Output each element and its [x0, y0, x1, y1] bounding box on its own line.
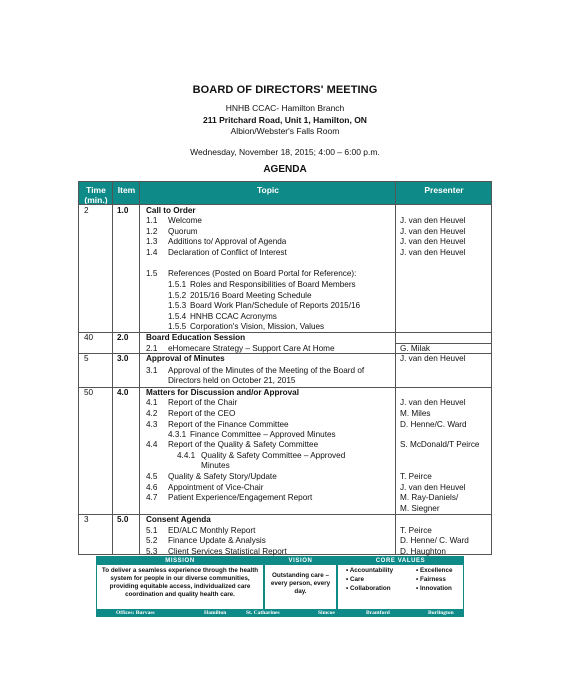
agenda-topic: Additions to/ Approval of Agenda — [168, 237, 287, 246]
agenda-title: AGENDA — [263, 164, 307, 175]
column-divider — [395, 182, 396, 554]
presenter-name: J. van den Heuvel — [400, 483, 466, 492]
vision-text: Outstanding care – every person, every day. — [270, 572, 331, 596]
sub-item-number: 4.3.1 — [168, 430, 187, 439]
sub-item-number: 2.1 — [146, 344, 158, 353]
sub-item-number: 4.6 — [146, 483, 158, 492]
presenter-name: G. Milak — [400, 344, 431, 353]
core-values-section — [337, 556, 464, 610]
agenda-topic: HNHB CCAC Acronyms — [190, 312, 277, 321]
section-title: Board Education Session — [146, 333, 246, 342]
agenda-topic: Report of the CEO — [168, 409, 236, 418]
column-divider — [112, 182, 113, 554]
agenda-topic: Welcome — [168, 216, 202, 225]
presenter-name: J. van den Heuvel — [400, 354, 466, 363]
agenda-topic: Report of the Finance Committee — [168, 420, 289, 429]
agenda-topic: Quality & Safety Committee – Approved — [201, 451, 346, 460]
office-label: Offices: Burvass — [116, 610, 155, 616]
col-time: Time (min.) — [84, 185, 108, 205]
presenter-name: J. van den Heuvel — [400, 216, 466, 225]
presenter-name: J. van den Heuvel — [400, 237, 466, 246]
section-title: Approval of Minutes — [146, 354, 225, 363]
vision-section — [264, 556, 337, 610]
sub-item-number: 1.5.3 — [168, 301, 187, 310]
sub-item-number: 1.5.5 — [168, 322, 187, 331]
office-label: Hamilton — [204, 610, 227, 616]
office-label: Burlington — [428, 610, 454, 616]
sub-item-number: 1.5.2 — [168, 291, 187, 300]
presenter-name: M. Miles — [400, 409, 431, 418]
section-title: Consent Agenda — [146, 515, 211, 524]
row-divider — [79, 204, 491, 205]
agenda-topic: References (Posted on Board Portal for Reference): — [168, 269, 357, 278]
agenda-topic: Finance Update & Analysis — [168, 536, 266, 545]
vision-heading: VISION — [265, 557, 336, 565]
sub-item-number: 4.4 — [146, 440, 158, 449]
room: Albion/Webster's Falls Room — [230, 126, 340, 136]
sub-item-number: 4.1 — [146, 398, 158, 407]
presenter-name: J. van den Heuvel — [400, 248, 466, 257]
sub-item-number: 1.4 — [146, 248, 158, 257]
item-number: 4.0 — [117, 388, 129, 397]
presenter-name: J. van den Heuvel — [400, 227, 466, 236]
agenda-topic: Board Work Plan/Schedule of Reports 2015/16 — [190, 301, 361, 310]
sub-item-number: 3.1 — [146, 366, 158, 375]
agenda-topic: eHomecare Strategy – Support Care At Home — [168, 344, 335, 353]
agenda-topic: Minutes — [201, 461, 230, 470]
agenda-topic: Quality & Safety Story/Update — [168, 472, 277, 481]
mission-text: To deliver a seamless experience through the health system for people in our diverse communities, providing equitable access, individualized care coordination and quality health care. — [101, 567, 259, 599]
sub-item-number: 1.3 — [146, 237, 158, 246]
section-title: Call to Order — [146, 206, 196, 215]
sub-item-number: 5.2 — [146, 536, 158, 545]
presenter-name: T. Peirce — [400, 526, 432, 535]
sub-item-number: 1.1 — [146, 216, 158, 225]
mission-heading: MISSION — [97, 557, 263, 565]
value-item: • Care — [346, 576, 364, 583]
agenda-topic: ED/ALC Monthly Report — [168, 526, 256, 535]
time-cell: 2 — [84, 206, 89, 215]
time-cell: 5 — [84, 354, 89, 363]
agenda-topic: Appointment of Vice-Chair — [168, 483, 264, 492]
address: 211 Pritchard Road, Unit 1, Hamilton, ON — [203, 115, 367, 125]
organization: HNHB CCAC- Hamilton Branch — [225, 103, 345, 113]
agenda-topic: 2015/16 Board Meeting Schedule — [190, 291, 312, 300]
value-item: • Fairness — [416, 576, 446, 583]
office-label: Simcoe — [318, 610, 335, 616]
agenda-topic: Roles and Responsibilities of Board Members — [190, 280, 356, 289]
presenter-name: D. Henne/ C. Ward — [400, 536, 469, 545]
meeting-title: BOARD OF DIRECTORS' MEETING — [192, 84, 378, 96]
item-number: 3.0 — [117, 354, 129, 363]
sub-item-number: 4.3 — [146, 420, 158, 429]
mission-section — [96, 556, 264, 610]
agenda-topic: Report of the Chair — [168, 398, 238, 407]
core-values-heading: CORE VALUES — [338, 557, 463, 565]
office-label: St. Catharines — [246, 610, 280, 616]
item-number: 1.0 — [117, 206, 129, 215]
row-divider — [79, 514, 491, 515]
col-topic: Topic — [256, 185, 280, 195]
sub-item-number: 1.5.1 — [168, 280, 187, 289]
time-cell: 3 — [84, 515, 89, 524]
sub-item-number: 4.7 — [146, 493, 158, 502]
time-cell: 50 — [84, 388, 94, 397]
sub-item-number: 1.5 — [146, 269, 158, 278]
meeting-datetime: Wednesday, November 18, 2015; 4:00 – 6:00 p.m. — [190, 147, 380, 157]
footer-banner — [96, 556, 464, 617]
presenter-name: S. McDonald/T Peirce — [400, 440, 480, 449]
value-item: • Accountability — [346, 567, 394, 574]
sub-item-number: 1.2 — [146, 227, 158, 236]
agenda-topic: Patient Experience/Engagement Report — [168, 493, 313, 502]
value-item: • Excellence — [416, 567, 453, 574]
presenter-name: M. Siegner — [400, 504, 440, 513]
column-divider — [139, 182, 140, 554]
sub-item-number: 4.5 — [146, 472, 158, 481]
agenda-table — [78, 181, 492, 555]
col-presenter: Presenter — [424, 185, 464, 195]
row-divider — [79, 332, 491, 333]
agenda-topic: Approval of the Minutes of the Meeting of the Board of — [168, 366, 365, 375]
agenda-topic: Declaration of Conflict of Interest — [168, 248, 287, 257]
presenter-name: J. van den Heuvel — [400, 398, 466, 407]
section-title: Matters for Discussion and/or Approval — [146, 388, 300, 397]
table-header — [79, 182, 491, 204]
agenda-topic: Report of the Quality & Safety Committee — [168, 440, 319, 449]
agenda-topic: Directors held on October 21, 2015 — [168, 376, 296, 385]
sub-item-number: 1.5.4 — [168, 312, 187, 321]
agenda-topic: Corporation's Vision, Mission, Values — [190, 322, 325, 331]
col-item: Item — [117, 185, 136, 195]
presenter-name: D. Henne/C. Ward — [400, 420, 467, 429]
item-number: 2.0 — [117, 333, 129, 342]
sub-item-number: 5.1 — [146, 526, 158, 535]
presenter-name: D. Haughton — [400, 547, 446, 556]
item-number: 5.0 — [117, 515, 129, 524]
agenda-topic: Quorum — [168, 227, 198, 236]
agenda-topic: Client Services Statistical Report — [168, 547, 287, 556]
presenter-name: M. Ray-Daniels/ — [400, 493, 459, 502]
value-item: • Innovation — [416, 585, 452, 592]
value-item: • Collaboration — [346, 585, 391, 592]
time-cell: 40 — [84, 333, 94, 342]
offices-bar — [96, 609, 464, 617]
agenda-topic: Finance Committee – Approved Minutes — [190, 430, 336, 439]
sub-item-number: 4.2 — [146, 409, 158, 418]
sub-item-number: 5.3 — [146, 547, 158, 556]
presenter-name: T. Peirce — [400, 472, 432, 481]
sub-item-number: 4.4.1 — [177, 451, 196, 460]
office-label: Brantford — [366, 610, 390, 616]
